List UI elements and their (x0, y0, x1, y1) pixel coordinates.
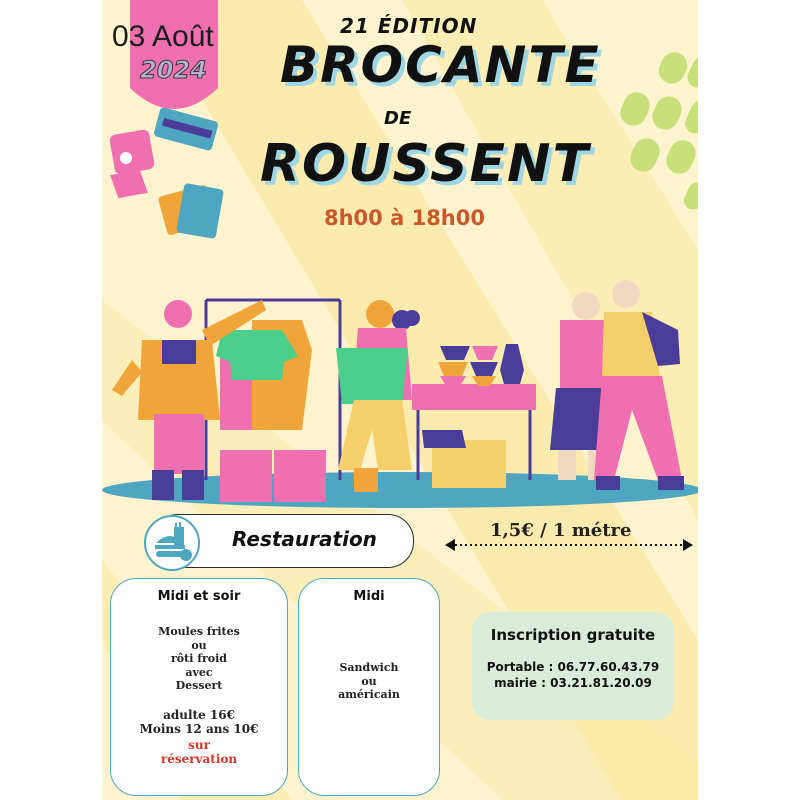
event-year: 2024 (140, 56, 207, 84)
title-brocante: BROCANTE (280, 36, 601, 94)
menu-line: ou (361, 674, 377, 688)
double-arrow-icon (445, 538, 693, 552)
menu-card-midi (298, 578, 440, 796)
menu-card-midi-soir (110, 578, 288, 796)
edition-label: 21 ÉDITION (340, 14, 478, 38)
restauration-label: Restauration (232, 527, 377, 551)
menu-items (111, 625, 287, 693)
price-per-metre: 1,5€ / 1 métre (490, 520, 632, 541)
date-banner (130, 0, 218, 109)
card-title: Midi et soir (157, 589, 241, 604)
inscription-title: Inscription gratuite (490, 626, 656, 644)
menu-line: Moules frites (158, 625, 240, 638)
price-line: adulte 16€ (163, 708, 235, 722)
menu-items (299, 661, 439, 702)
menu-line: Dessert (175, 679, 223, 692)
menu-line: Sandwich (339, 661, 399, 674)
menu-line: ou (191, 638, 207, 652)
card-title: Midi (353, 589, 385, 604)
poster (102, 0, 698, 800)
food-icon (144, 515, 200, 571)
inscription-box (472, 612, 674, 720)
menu-prices (111, 709, 287, 736)
event-hours: 8h00 à 18h00 (324, 206, 485, 230)
title-de: DE (384, 108, 412, 129)
reservation-line: sur (188, 738, 210, 752)
price-line: Moins 12 ans 10€ (139, 721, 259, 736)
menu-line: avec (185, 665, 213, 679)
menu-line: américain (338, 688, 400, 701)
reservation-line: réservation (160, 751, 238, 766)
reservation-note (111, 739, 287, 766)
mairie-phone: mairie : 03.21.81.20.09 (494, 676, 652, 690)
event-date: 03 Août (112, 20, 214, 53)
clothes-decoration (109, 107, 224, 239)
title-roussent: ROUSSENT (260, 134, 591, 194)
portable-phone: Portable : 06.77.60.43.79 (486, 660, 660, 674)
menu-line: rôti froid (171, 652, 227, 665)
